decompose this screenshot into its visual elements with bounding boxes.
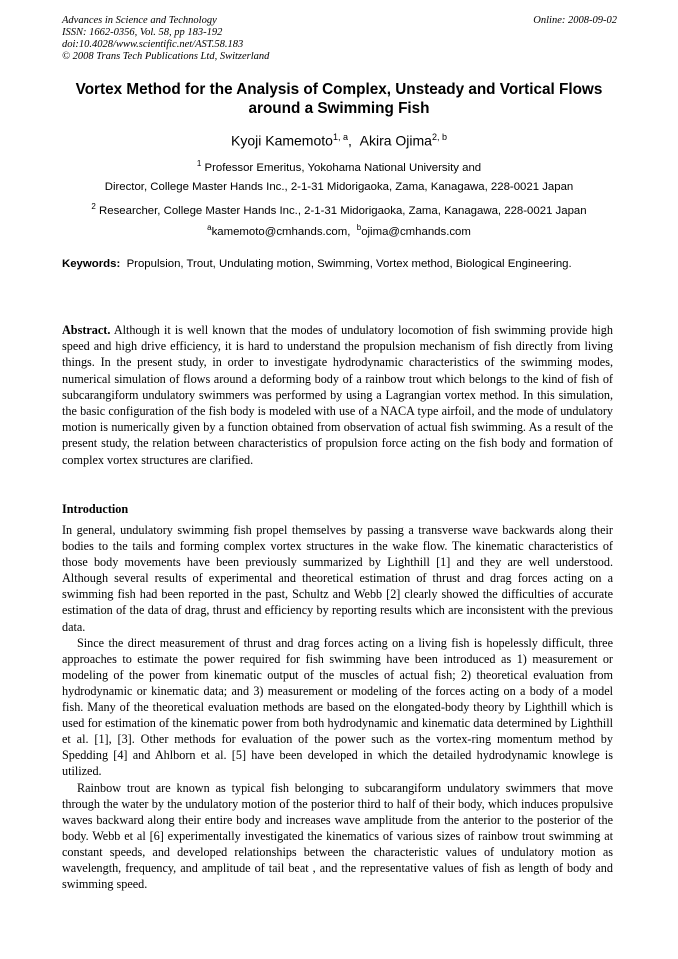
keywords-label: Keywords:: [62, 258, 121, 270]
affiliation-text: Professor Emeritus, Yokohama National University and: [204, 161, 482, 174]
affiliation-1-line-1: [0, 157, 678, 175]
copyright-line: © 2008 Trans Tech Publications Ltd, Switzerland: [62, 51, 270, 62]
introduction-body: [62, 522, 613, 892]
affiliation-2: [0, 200, 678, 218]
email-mark: b: [356, 223, 362, 232]
journal-header: [62, 15, 617, 63]
author-affiliation-mark: 2, b: [431, 132, 447, 142]
affiliation-mark: 2: [91, 202, 96, 211]
abstract-label: Abstract.: [62, 323, 111, 337]
introduction-heading: Introduction: [62, 502, 129, 516]
author-name: Akira Ojima: [359, 132, 432, 149]
journal-name: Advances in Science and Technology: [62, 15, 217, 26]
affiliation-mark: 1: [196, 159, 202, 168]
abstract-text: Although it is well known that the modes of undulatory locomotion of fish swimming provide high speed and high drive efficiency, it is hard to understand the propulsion mechanism of fish directly from living things. In the present study, in order to investigate hydrodynamic characteristics of the swimming modes, numerical simulation of flows around a deforming body of a rainbow trout which belongs to the kind of fish of subcarangiform undulatory swimmers was performed by using a Lagrangian vortex method. In this simulation, the basic configuration of the fish body is modeled with use of a NACA type airfoil, and the mode of undulatory motion is numerically given by a function obtained from observation of actual fish swimming. As a result of the present study, the relation between characteristics of propulsion force acting on the fish body and formation of complex vortex structures are clarified.: [62, 323, 613, 467]
title-line-2: around a Swimming Fish: [248, 100, 430, 117]
keywords-block: [62, 256, 613, 272]
email-address[interactable]: ojima@cmhands.com: [361, 225, 471, 238]
paragraph: In general, undulatory swimming fish propel themselves by passing a transverse wave backwards along their bodies to the tails and forming complex vortex structures in the wake flow. The kinematic characteristics of those body movements have been previously summarized by Lighthill [1] and they are well understood. Although several results of experimental and theoretical estimation of thrust and drag forces acting on a swimming fish had been reported in the past, Schultz and Webb [2] clearly showed the difficulties of accurate estimation of the data of drag, thrust and efficiency by reporting results which are inconsistent with the previous data.: [62, 523, 613, 634]
abstract-block: [62, 322, 613, 468]
online-date: Online: 2008-09-02: [533, 15, 617, 26]
email-line: [0, 221, 678, 239]
email-mark: a: [207, 223, 212, 232]
title-line-1: Vortex Method for the Analysis of Complex, Unsteady and Vortical Flows: [75, 81, 603, 98]
author-separator: ,: [347, 132, 360, 149]
author-affiliation-mark: 1, a: [332, 132, 348, 142]
issn-line: ISSN: 1662-0356, Vol. 58, pp 183-192: [62, 27, 223, 38]
email-address[interactable]: kamemoto@cmhands.com,: [211, 225, 351, 238]
paper-title: [50, 80, 628, 118]
author-name: Kyoji Kamemoto: [231, 132, 333, 149]
paragraph: Since the direct measurement of thrust and drag forces acting on a living fish is hopelessly difficult, three approaches to estimate the power required for fish swimming have been introduced as 1) measurement or modeling of the power from kinematic output of the muscles of actual fish; 2) theoretical evaluation from hydrodynamic or kinematic data; and 3) measurement or modeling of the forces acting on a body of a model fish. Many of the theoretical evaluation methods are based on the elongated-body theory by Lighthill which is used for estimation of the kinematic power from both hydrodynamic and kinematic data determined by Lighthill et al. [1], [3]. Other methods for evaluation of the power such as the vortex-ring momentum method by Spedding [4] and Ahlborn et al. [5] have been developed in which the detailed hydrodynamic knowlege is utilized.: [62, 635, 613, 779]
affiliation-text: Director, College Master Hands Inc., 2-1-31 Midorigaoka, Zama, Kanagawa, 228-0021 Japan: [104, 181, 574, 193]
paragraph: Rainbow trout are known as typical fish belonging to subcarangiform undulatory swimmers that move through the water by the undulatory motion of the posterior third to half of their body, which induces propulsive waves backward along their entire body and increases wave amplitude from the anterior to the posterior of the body. Webb et al [6] experimentally investigated the kinematics of various sizes of rainbow trout swimming at constant speeds, and developed relationships between the characteristic values of undulatory motion as wavelength, frequency, and amplitude of tail beat , and the representative values of fish as length of body and swimming speed.: [62, 780, 613, 892]
doi-line[interactable]: doi:10.4028/www.scientific.net/AST.58.183: [62, 39, 244, 50]
affiliation-1-line-2: [0, 180, 678, 194]
author-list: [0, 132, 678, 149]
keywords-text: Propulsion, Trout, Undulating motion, Swimming, Vortex method, Biological Engineering.: [126, 258, 572, 270]
affiliation-text: Researcher, College Master Hands Inc., 2-1-31 Midorigaoka, Zama, Kanagawa, 228-0021 Japan: [99, 204, 587, 217]
